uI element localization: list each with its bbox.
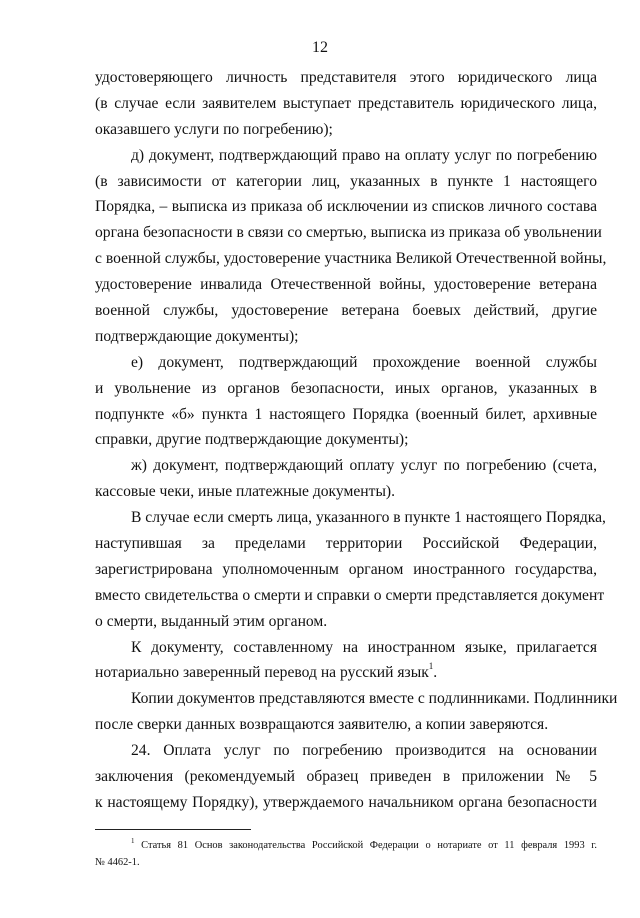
footnote [95, 837, 597, 871]
text-line: В случае если смерть лица, указанного в пункте 1 настоящего Порядка, [131, 509, 606, 527]
footnote-reference: 1 [428, 661, 434, 672]
text-line: подпункте «б» пункта 1 настоящего Порядка (военный билет, архивные [95, 405, 597, 423]
text-line: наступившая за пределами территории Российской Федерации, [95, 535, 597, 553]
text-line: вместо свидетельства о смерти и справки о смерти представляется документ [95, 586, 605, 604]
text-line: удостоверяющего личность представителя этого юридического лица [95, 69, 597, 86]
text-line: ж) документ, подтверждающий оплату услуг по погребению (счета, [131, 457, 597, 475]
paragraph [95, 453, 597, 505]
text-line: Порядка, – выписка из приказа об исключении из списков личного состава [95, 198, 597, 216]
page-number: 12 [312, 39, 328, 56]
footnote-marker: 1 [131, 836, 135, 845]
text-line: о смерти, выданный этим органом. [95, 612, 328, 630]
paragraph [95, 505, 606, 634]
paragraph [95, 635, 597, 687]
text-line: Копии документов представляются вместе с подлинниками. Подлинники [131, 690, 618, 708]
text-line: подтверждающие документы); [95, 327, 299, 345]
paragraph [95, 686, 618, 738]
footnote-line: № 4462-1. [95, 857, 140, 868]
text-line: кассовые чеки, иные платежные документы). [95, 483, 396, 501]
footnote-line [95, 837, 597, 854]
paragraph [95, 65, 597, 143]
footnote-text: Статья 81 Основ законодательства Российской Федерации о нотариате от 11 февраля 1993 г. [141, 840, 597, 851]
text-line: (в зависимости от категории лиц, указанных в пункте 1 настоящего [95, 172, 597, 190]
text-line: д) документ, подтверждающий право на оплату услуг по погребению [131, 146, 597, 164]
text-line: (в случае если заявителем выступает представитель юридического лица, [95, 94, 597, 112]
paragraph [95, 738, 597, 816]
paragraph [95, 143, 607, 350]
text-line: 24. Оплата услуг по погребению производится на основании [131, 742, 597, 760]
text-line: К документу, составленному на иностранном языке, прилагается [131, 638, 597, 656]
text-line: к настоящему Порядку), утверждаемого начальником органа безопасности [95, 793, 597, 811]
text-line: удостоверение инвалида Отечественной войны, удостоверение ветерана [95, 276, 597, 294]
text-segment: нотариально заверенный перевод на русский язык [95, 664, 429, 682]
text-line: справки, другие подтверждающие документы); [95, 431, 409, 449]
text-line: и увольнение из органов безопасности, иных органов, указанных в [95, 379, 597, 397]
document-body [95, 65, 618, 816]
text-line: зарегистрирована уполномоченным органом иностранного государства, [95, 560, 597, 578]
text-line: нотариально заверенный перевод на русский язык$^1$. [95, 661, 438, 682]
footnote-divider [95, 829, 251, 830]
text-line: оказавшего услуги по погребению); [95, 120, 333, 138]
text-line: органа безопасности в связи со смертью, выписка из приказа об увольнении [95, 224, 602, 242]
paragraph [95, 350, 597, 454]
text-line: после сверки данных возвращаются заявителю, а копии заверяются. [95, 716, 549, 734]
text-line: с военной службы, удостоверение участника Великой Отечественной войны, [95, 250, 607, 268]
text-line: е) документ, подтверждающий прохождение военной службы [131, 353, 597, 371]
text-line: военной службы, удостоверение ветерана боевых действий, другие [95, 302, 597, 320]
text-line: заключения (рекомендуемый образец приведен в приложении № 5 [95, 768, 597, 786]
